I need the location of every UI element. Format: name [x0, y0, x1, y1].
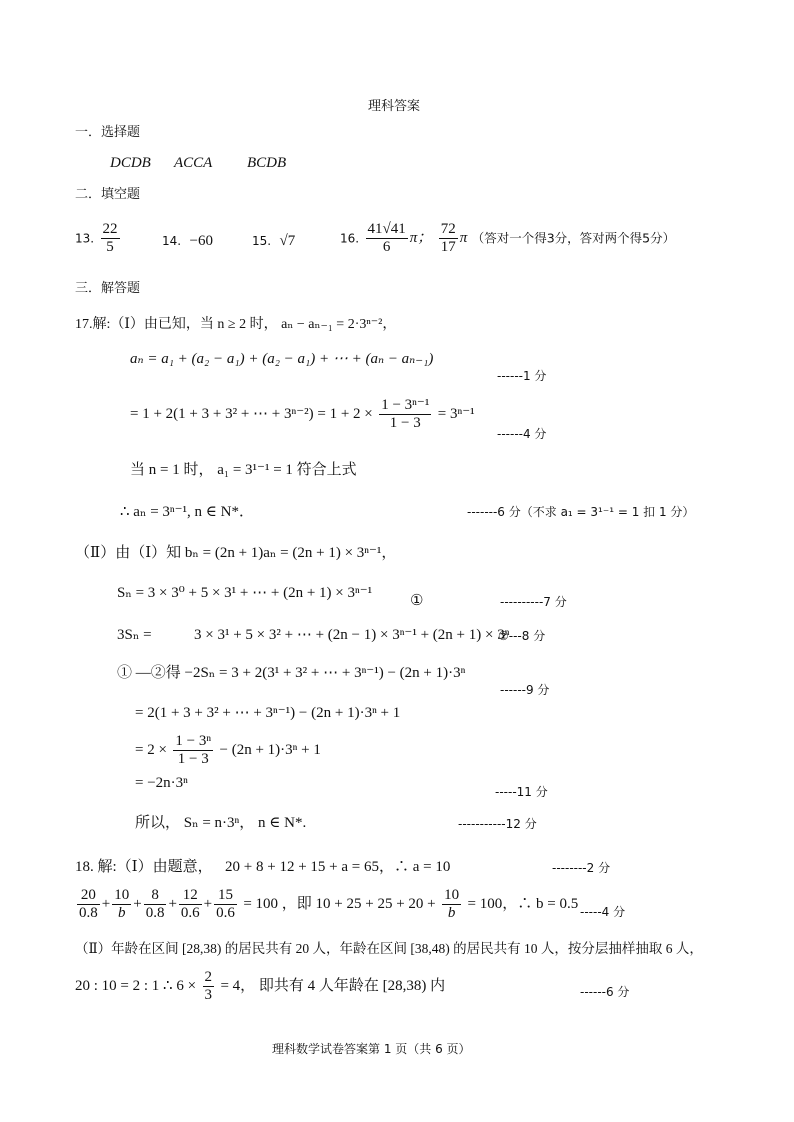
q15-label: 15. [252, 234, 272, 248]
q17-l11-b: − (2n + 1)·3ⁿ + 1 [219, 742, 321, 758]
q18-line-2 [75, 888, 578, 921]
q18-l2-frac: $\frac{10}{b}$ [444, 887, 460, 921]
q15-value: √7 [279, 233, 296, 249]
q18-line-3: （Ⅱ）年龄在区间 [28,38) 的居民共有 20 人，年龄在区间 [38,48) 的居民共有 10 人，按分层抽样抽取 6 人， [75, 941, 703, 956]
q16-a-suffix: π； [409, 230, 433, 246]
q18-frac-4: $\frac{12}{0.6}$ [180, 887, 200, 921]
q17-line-4: 当 n = 1 时， a₁ = 3¹⁻¹ = 1 符合上式 [130, 462, 357, 478]
q18-l4-b: = 4， 即共有 4 人年龄在 [28,38) 内 [220, 978, 446, 994]
q16-note: （答对一个得3分，答对两个得5分） [471, 230, 676, 246]
q17-score-2: ------4 分 [497, 427, 547, 441]
q17-line-6: （Ⅱ）由（Ⅰ）知 bₙ = (2n + 1)aₙ = (2n + 1) × 3ⁿ⁻¹， [75, 545, 397, 561]
q17-score-3: -------6 分（不求 a₁ = 3¹⁻¹ = 1 扣 1 分） [467, 505, 695, 519]
q17-line-5: ∴ aₙ = 3ⁿ⁻¹, n ∈ N*． [120, 504, 254, 520]
section-choice-heading: 一．选择题 [75, 125, 141, 140]
plus-sign: + [168, 896, 177, 912]
q16-label: 16. [340, 231, 360, 246]
page-title: 理科答案 [368, 99, 421, 114]
q13-fraction: $\frac{22}{5}$ [102, 221, 118, 255]
q16-fraction-b: $\frac{72}{17}$ [440, 221, 456, 255]
q18-frac-1: $\frac{20}{0.8}$ [79, 887, 98, 921]
q14-label: 14. [162, 234, 182, 248]
q14 [162, 234, 213, 249]
plus-sign: + [203, 896, 213, 912]
q17-l11-a: = 2 × [135, 742, 167, 758]
q18-score-1: --------2 分 [552, 861, 611, 875]
q18-score-3: ------6 分 [580, 985, 630, 999]
plus-sign: + [133, 896, 142, 912]
q17-line-12: = −2n·3ⁿ [135, 775, 188, 791]
q17-line-8b: 3 × 3¹ + 5 × 3² + ⋯ + (2n − 1) × 3ⁿ⁻¹ + (2n + 1) × 3ⁿ [194, 627, 510, 643]
q18-l2-end: = 100，∴ b = 0.5 [467, 896, 579, 912]
q18-l1-b: 20 + 8 + 12 + 15 + a = 65，∴ a = 10 [225, 859, 451, 875]
q18-line-1 [75, 860, 450, 875]
q17-line-2: aₙ = a₁ + (a₂ − a₁) + (a₂ − a₁) + ⋯ + (aₙ − aₙ₋₁) [130, 351, 434, 367]
choice-answers-2: ACCA [174, 155, 213, 171]
page-footer: 理科数学试卷答案第 1 页（共 6 页） [272, 1042, 471, 1056]
choice-answers-3: BCDB [247, 155, 287, 171]
q17-line-10: = 2(1 + 3 + 3² + ⋯ + 3ⁿ⁻¹) − (2n + 1)·3ⁿ + 1 [135, 705, 401, 721]
q17-score-4: ----------7 分 [500, 595, 567, 609]
q17-line-13: 所以， Sₙ = n·3ⁿ， n ∈ N*. [135, 815, 307, 831]
section-fill-heading: 二．填空题 [75, 187, 141, 202]
q18-l4-fraction: $\frac{2}{3}$ [204, 969, 213, 1003]
q14-value: −60 [189, 233, 214, 249]
q17-score-6: -----11 分 [495, 785, 548, 799]
q18-score-2: -----4 分 [580, 905, 626, 919]
q17-mark-1: ① [410, 593, 424, 609]
q16 [340, 222, 675, 255]
q17-line-9: ① —②得 −2Sₙ = 3 + 2(3¹ + 3² + ⋯ + 3ⁿ⁻¹) − (2n + 1)·3ⁿ [117, 665, 466, 681]
section-solution-heading: 三．解答题 [75, 281, 141, 296]
q15 [252, 234, 295, 249]
q13-label: 13. [75, 231, 95, 246]
q18-frac-2: $\frac{10}{b}$ [114, 887, 130, 921]
q17-line-1: 17.解:（Ⅰ）由已知，当 n ≥ 2 时， aₙ − aₙ₋₁ = 2·3ⁿ⁻²， [75, 317, 397, 332]
q18-line-4 [75, 970, 445, 1003]
q17-line-3 [130, 398, 475, 431]
q17-l11-fraction: $\frac{\text{1 − 3ⁿ}}{1 - 3}$ [175, 733, 212, 767]
q18-l1-a: 18. 解:（Ⅰ）由题意， [75, 859, 213, 875]
q17-line-8a: 3Sₙ = [117, 627, 152, 643]
q17-score-1: ------1 分 [497, 369, 547, 383]
q16-b-suffix: π [459, 230, 468, 246]
q17-l3-fraction: $\frac{\text{1 − 3ⁿ⁻¹}}{1 - 3}$ [381, 397, 430, 431]
q16-fraction-a: $\frac{41√41}{6}$ [367, 221, 406, 255]
choice-answers-1: DCDB [110, 155, 151, 171]
q18-frac-5: $\frac{15}{0.6}$ [216, 887, 235, 921]
q17-mark-2-score: ②---8 分 [498, 629, 546, 643]
q17-l3-a: = 1 + 2(1 + 3 + 3² + ⋯ + 3ⁿ⁻²) = 1 + 2 × [130, 406, 373, 422]
q17-score-7: -----------12 分 [458, 817, 537, 831]
q18-l4-a: 20 : 10 = 2 : 1 ∴ 6 × [75, 978, 197, 994]
fill-answers-row [75, 222, 122, 255]
plus-sign: + [101, 896, 111, 912]
q18-frac-3: $\frac{8}{0.8}$ [145, 887, 165, 921]
q17-score-5: ------9 分 [500, 683, 550, 697]
q17-line-11 [135, 734, 321, 767]
q18-l2-eq: = 100 ，即 10 + 25 + 25 + 20 + [243, 896, 436, 912]
q17-l3-b: = 3ⁿ⁻¹ [437, 406, 475, 422]
q17-line-7: Sₙ = 3 × 3⁰ + 5 × 3¹ + ⋯ + (2n + 1) × 3ⁿ⁻¹ [117, 585, 373, 601]
